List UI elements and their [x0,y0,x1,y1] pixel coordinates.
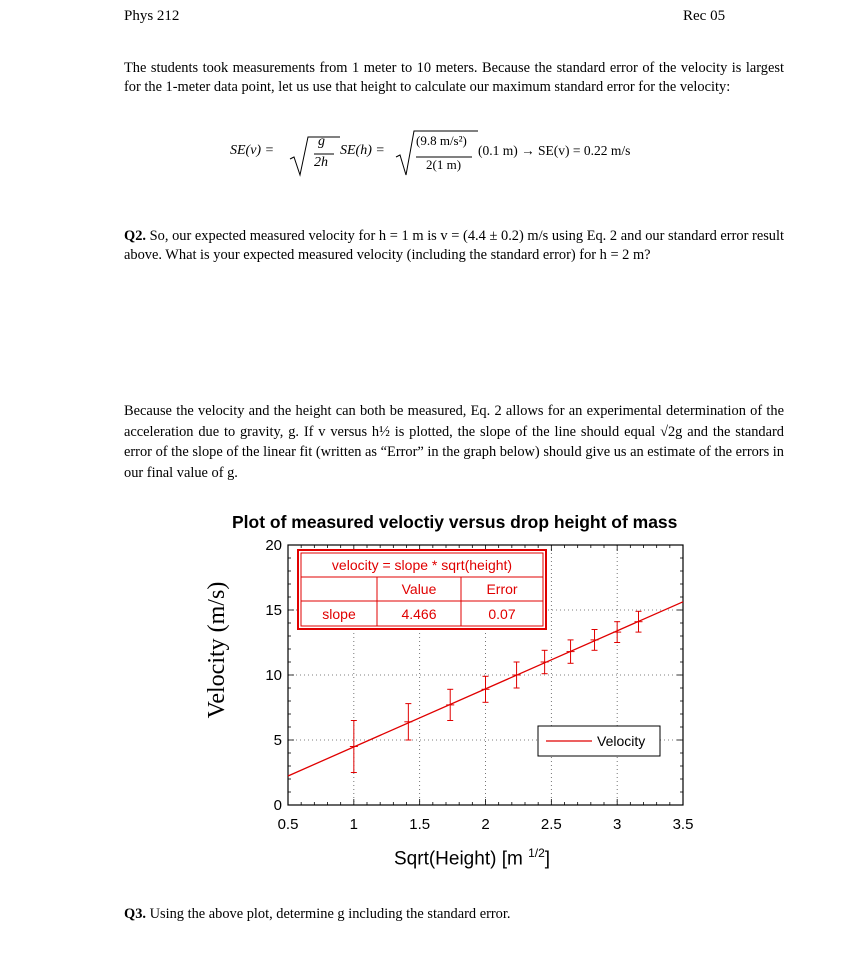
fit-table-row-label: slope [322,606,356,622]
x-tick-label: 1 [349,816,359,833]
formula-term: SE(h) = [340,143,385,158]
fit-table-value: 4.466 [401,606,437,622]
x-tick-label: 3 [612,816,622,833]
paragraph-3-text: Because the velocity and the height can both be measured, Eq. 2 allows for an experimental determination of the acceleration due to gravity, g. If v versus h½ is plotted, the slope of the line should equal √2g and the standard error of the slope of the linear fit (written as “Error” in the graph below) should give us an estimate of the errors in our final value of g. [124,403,784,481]
q3-label: Q3. [124,906,146,922]
formula-num2: (9.8 m/s²) [416,133,467,148]
header-course: Phys 212 [124,8,180,24]
y-tick-label: 5 [273,732,282,749]
x-tick-label: 0.5 [277,816,299,833]
formula-sqrt-den: 2h [314,155,328,170]
fit-table-col-error: Error [486,581,518,597]
x-tick-label: 1.5 [409,816,431,833]
chart-legend [538,726,660,756]
formula-rest: (0.1 m) → SE(v) = 0.22 m/s [478,143,631,158]
formula-sqrt-num: g [318,134,325,149]
fit-table-title: velocity = slope * sqrt(height) [331,557,513,573]
x-tick-label: 2.5 [540,816,562,833]
chart-x-label: Sqrt(Height) [m $^{1/2}$] [394,846,551,870]
formula-lhs: SE(v) = [230,143,275,158]
q2-label: Q2. [124,228,146,244]
y-tick-label: 20 [265,537,282,554]
standard-error-formula [230,125,700,185]
chart-y-label: Velocity (m/s) [204,581,230,719]
x-tick-label: 3.5 [672,816,694,833]
fit-table [298,550,546,629]
fit-table-error: 0.07 [488,606,516,622]
q2-text: So, our expected measured velocity for h = 1 m is v = (4.4 ± 0.2) m/s using Eq. 2 and our standard error result above. What is your expected measured velocity (including the standard error) for h = 2 m? [124,228,784,263]
intro-paragraph [124,59,784,96]
legend-label: Velocity [597,733,646,749]
q3-text: Using the above plot, determine g including the standard error. [146,906,511,922]
velocity-chart [250,530,700,850]
x-tick-label: 2 [481,816,490,833]
intro-text: The students took measurements from 1 meter to 10 meters. Because the standard error of the velocity is largest for the 1-meter data point, let us use that height to calculate our maximum standard error for the velocity: [124,60,784,95]
q3-paragraph [124,906,510,923]
y-tick-label: 10 [265,667,282,684]
paragraph-3 [124,401,784,483]
fit-table-col-value: Value [401,581,437,597]
formula-den2: 2(1 m) [426,157,462,172]
chart-title: Plot of measured veloctiy versus drop height of mass [232,512,678,532]
header-recitation: Rec 05 [683,8,726,24]
y-tick-label: 15 [265,602,282,619]
q2-paragraph [124,227,784,264]
y-tick-label: 0 [273,797,282,814]
